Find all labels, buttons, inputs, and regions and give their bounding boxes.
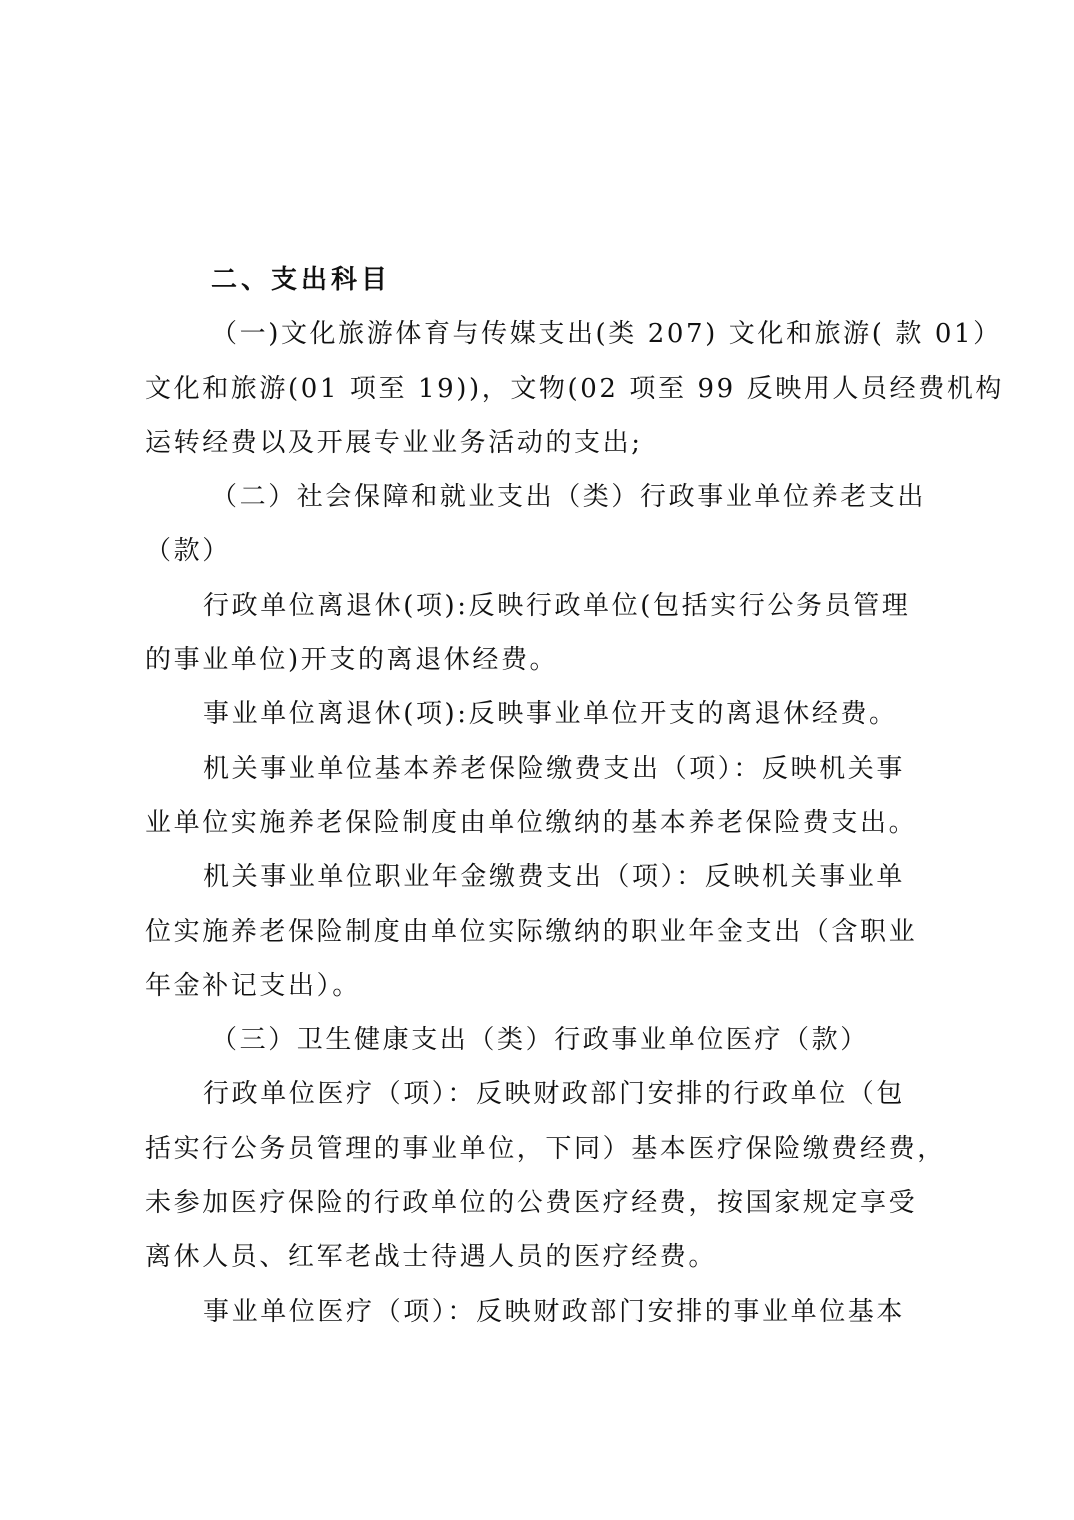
text-line: 事业单位离退休(项):反映事业单位开支的离退休经费。	[203, 699, 898, 730]
text-line: 文化和旅游(01 项至 19))，文物(02 项至 99 反映用人员经费机构	[145, 373, 1005, 404]
text-line: 运转经费以及开展专业业务活动的支出;	[145, 427, 643, 458]
text-line: 行政单位离退休(项):反映行政单位(包括实行公务员管理	[203, 590, 911, 621]
text-line: （一)文化旅游体育与传媒支出(类 207) 文化和旅游( 款 01）	[211, 319, 1002, 350]
text-line: （二）社会保障和就业支出（类）行政事业单位养老支出	[211, 482, 927, 513]
text-line: 行政单位医疗（项）：反映财政部门安排的行政单位（包	[203, 1079, 906, 1110]
text-line: 机关事业单位职业年金缴费支出（项）：反映机关事业单	[203, 862, 906, 893]
text-line: 事业单位医疗（项）：反映财政部门安排的事业单位基本	[203, 1296, 906, 1327]
text-line: 业单位实施养老保险制度由单位缴纳的基本养老保险费支出。	[145, 807, 918, 838]
text-line: 的事业单位)开支的离退休经费。	[145, 645, 559, 676]
text-line: 离休人员、红军老战士待遇人员的医疗经费。	[145, 1242, 718, 1273]
text-line: （三）卫生健康支出（类）行政事业单位医疗（款）	[211, 1025, 869, 1056]
text-line: 括实行公务员管理的事业单位，下同）基本医疗保险缴费经费，	[145, 1133, 946, 1164]
text-line: 未参加医疗保险的行政单位的公费医疗经费，按国家规定享受	[145, 1188, 918, 1219]
text-line: 位实施养老保险制度由单位实际缴纳的职业年金支出（含职业	[145, 916, 918, 947]
section-heading: 二、支出科目	[211, 265, 392, 295]
document-page	[145, 258, 1005, 1344]
text-line: 机关事业单位基本养老保险缴费支出（项）：反映机关事	[203, 753, 906, 784]
text-line: 年金补记支出）。	[145, 970, 361, 1001]
text-line: （款）	[145, 536, 231, 567]
